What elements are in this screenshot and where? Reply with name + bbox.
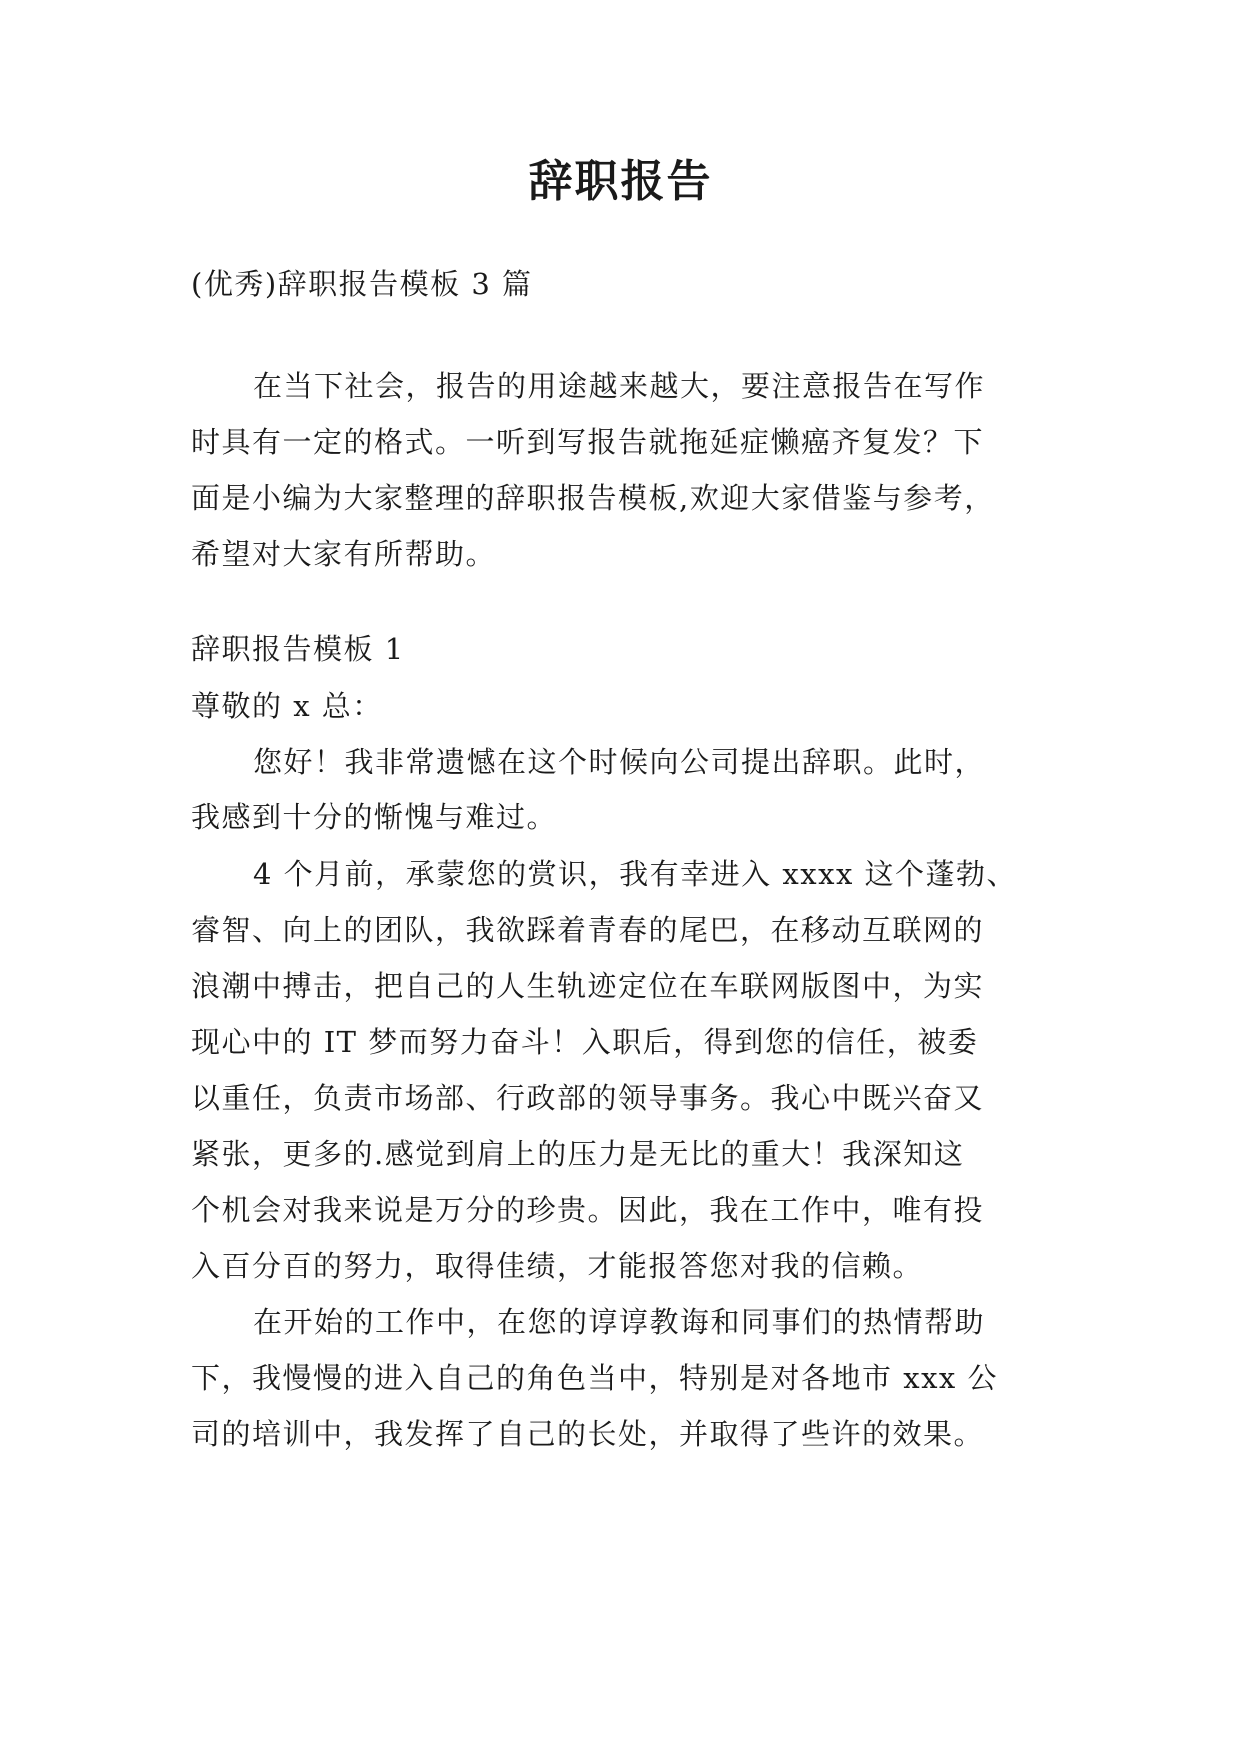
paragraph-line: 下，我慢慢的进入自己的角色当中，特别是对各地市 xxx 公 [191,1361,999,1395]
salutation: 尊敬的 x 总： [191,689,383,723]
intro-line: 时具有一定的格式。一听到写报告就拖延症懒癌齐复发？下 [191,425,985,459]
intro-line: 希望对大家有所帮助。 [191,537,497,571]
document-title: 辞职报告 [528,156,713,207]
paragraph-line: 睿智、向上的团队，我欲踩着青春的尾巴，在移动互联网的 [191,913,985,947]
paragraph-line: 个机会对我来说是万分的珍贵。因此，我在工作中，唯有投 [191,1193,985,1227]
paragraph-line: 紧张，更多的.感觉到肩上的压力是无比的重大！我深知这 [191,1137,965,1171]
paragraph-line: 在开始的工作中，在您的谆谆教诲和同事们的热情帮助 [253,1305,986,1339]
intro-line: 在当下社会，报告的用途越来越大，要注意报告在写作 [253,369,986,403]
paragraph-line: 4 个月前，承蒙您的赏识，我有幸进入 xxxx 这个蓬勃、 [253,857,1018,891]
paragraph-line: 以重任，负责市场部、行政部的领导事务。我心中既兴奋又 [191,1081,985,1115]
paragraph-line: 现心中的 IT 梦而努力奋斗！入职后，得到您的信任，被委 [191,1025,979,1059]
intro-line: 面是小编为大家整理的辞职报告模板,欢迎大家借鉴与参考， [191,481,995,515]
document-subtitle: (优秀)辞职报告模板 3 篇 [191,267,533,301]
paragraph-line: 浪潮中搏击，把自己的人生轨迹定位在车联网版图中，为实 [191,969,985,1003]
section-heading: 辞职报告模板 1 [191,632,405,666]
paragraph-line: 我感到十分的惭愧与难过。 [191,800,558,834]
paragraph-line: 司的培训中，我发挥了自己的长处，并取得了些许的效果。 [191,1417,985,1451]
paragraph-line: 您好！我非常遗憾在这个时候向公司提出辞职。此时， [253,745,986,779]
paragraph-line: 入百分百的努力，取得佳绩，才能报答您对我的信赖。 [191,1249,924,1283]
